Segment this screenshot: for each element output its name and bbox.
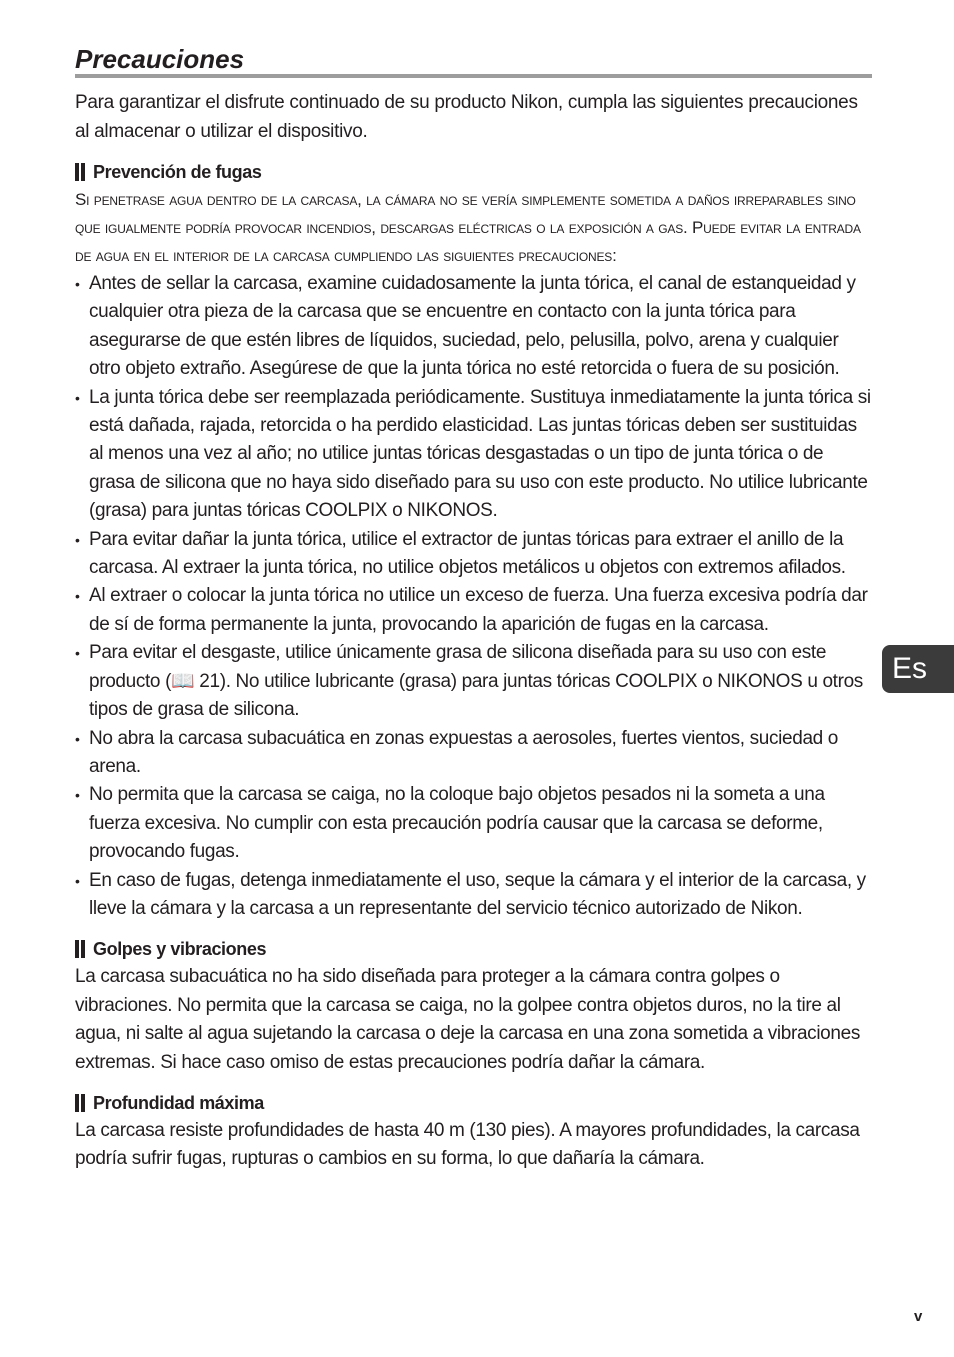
section-body: La carcasa subacuática no ha sido diseñada para proteger a la cámara contra golpes o vibraciones. No permita que la carcasa se caiga, no la golpee contra objetos duros, no la tire al agua, ni salte al agua sujetando la carcasa o deje la carcasa en una zona sometida a vibraciones extremas. Si hace caso omiso de estas precauciones podría dañar la cámara. bbox=[75, 966, 860, 1073]
section-heading-depth bbox=[75, 1091, 872, 1115]
page-content bbox=[75, 44, 872, 1174]
list-item: • Al extraer o colocar la junta tórica no utilice un exceso de fuerza. Una fuerza excesiva podría dar de sí de forma permanente la junta, provocando la aparición de fugas en la carcasa. bbox=[75, 582, 872, 639]
page-title: Precauciones bbox=[75, 44, 872, 78]
section-lead: Si penetrase agua dentro de la carcasa, la cámara no se vería simplemente sometida a daños irreparables sino que igualmente podría provocar incendios, descargas eléctricas o la exposición a gas. Puede evitar la entrada de agua en el interior de la carcasa cumpliendo las siguientes precauciones: bbox=[75, 190, 861, 265]
list-item: • No permita que la carcasa se caiga, no la coloque bajo objetos pesados ni la someta a una fuerza excesiva. No cumplir con esta precaución podría causar que la carcasa se deforme, provocando fugas. bbox=[75, 781, 872, 866]
list-item: • En caso de fugas, detenga inmediatamente el uso, seque la cámara y el interior de la carcasa, y lleve la cámara y la carcasa a un representante del servicio técnico autorizado de Nikon. bbox=[75, 867, 872, 924]
section-heading-label: Prevención de fugas bbox=[93, 162, 262, 182]
list-item: • Antes de sellar la carcasa, examine cuidadosamente la junta tórica, el canal de estanqueidad y cualquier otra pieza de la carcasa que se encuentre en contacto con la junta tórica para asegurarse de que estén libres de líquidos, suciedad, pelo, pelusilla, polvo, arena y cualquier otro objeto extraño. Asegúrese de que la junta tórica no esté retorcida o fuera de su posición. bbox=[75, 270, 872, 384]
list-item: • Para evitar el desgaste, utilice únicamente grasa de silicona diseñada para su uso con este producto (📖 21). No utilice lubricante (grasa) para juntas tóricas COOLPIX o NIKONOS u otros tipos de grasa de silicona. bbox=[75, 639, 872, 724]
section-heading-shocks bbox=[75, 937, 872, 961]
page-number: v bbox=[914, 1308, 923, 1325]
intro-paragraph: Para garantizar el disfrute continuado de su producto Nikon, cumpla las siguientes precauciones al almacenar o utilizar el dispositivo. bbox=[75, 92, 858, 142]
section-heading-label: Golpes y vibraciones bbox=[93, 939, 267, 960]
list-item: • Para evitar dañar la junta tórica, utilice el extractor de juntas tóricas para extraer el anillo de la carcasa. Al extraer la junta tórica, no utilice objetos metálicos u objetos con extremos afilados. bbox=[75, 526, 872, 583]
language-tab: Es bbox=[882, 645, 954, 693]
section-marker-icon bbox=[75, 940, 85, 958]
list-item: • La junta tórica debe ser reemplazada periódicamente. Sustituya inmediatamente la junta tórica si está dañada, rajada, retorcida o ha perdido elasticidad. Las juntas tóricas deben ser sustituidas al menos una vez al año; no utilice juntas tóricas desgastadas o un tipo de junta tórica o de grasa de silicona que no haya sido diseñado para su uso con este producto. No utilice lubricante (grasa) para juntas tóricas COOLPIX o NIKONOS. bbox=[75, 384, 872, 526]
section-marker-icon bbox=[75, 1094, 85, 1112]
section-marker-icon bbox=[75, 163, 85, 181]
section-heading-label: Profundidad máxima bbox=[93, 1092, 264, 1113]
section-heading-leaks bbox=[75, 160, 872, 184]
precautions-list bbox=[75, 270, 872, 923]
list-item: • No abra la carcasa subacuática en zonas expuestas a aerosoles, fuertes vientos, suciedad o arena. bbox=[75, 725, 872, 782]
section-body: La carcasa resiste profundidades de hasta 40 m (130 pies). A mayores profundidades, la carcasa podría sufrir fugas, rupturas o cambios en su forma, lo que dañaría la cámara. bbox=[75, 1119, 860, 1170]
